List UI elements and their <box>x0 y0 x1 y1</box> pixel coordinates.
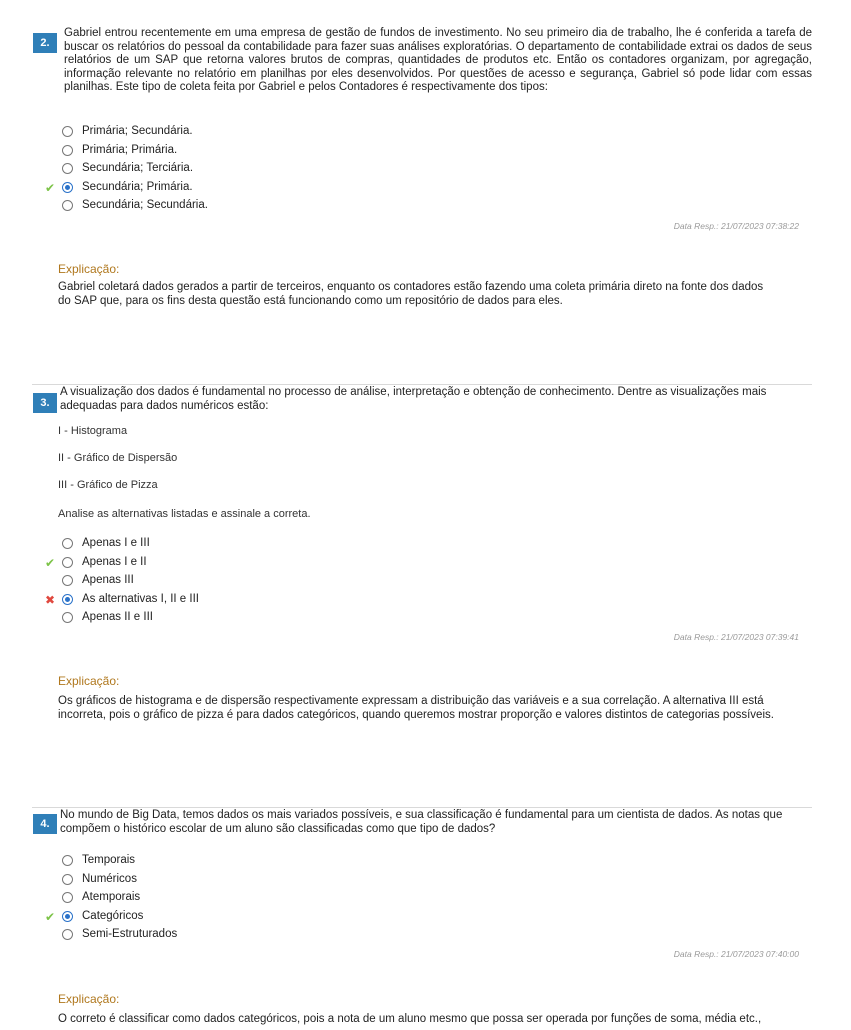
radio-button[interactable] <box>62 911 73 922</box>
option-label: Apenas I e II <box>82 555 147 568</box>
answer-option[interactable] <box>0 853 600 871</box>
radio-button[interactable] <box>62 855 73 866</box>
radio-button[interactable] <box>62 200 73 211</box>
answer-option[interactable] <box>0 872 600 890</box>
option-label: Numéricos <box>82 872 137 885</box>
radio-button[interactable] <box>62 538 73 549</box>
answer-date: Data Resp.: 21/07/2023 07:40:00 <box>673 949 799 959</box>
option-label: Atemporais <box>82 891 141 903</box>
question-instruction: Analise as alternativas listadas e assinale a correta. <box>58 508 311 520</box>
answer-option[interactable] <box>0 143 600 161</box>
option-label: Temporais <box>82 854 136 866</box>
explanation-text: Os gráficos de histograma e de dispersão respectivamente expressam a distribuição das variáveis e a sua correlação. A alternativa III está incorreta, pois o gráfico de pizza é para dados categóricos, quando queremos mostrar proporção e valores distintos de categorias possíveis. <box>58 695 774 721</box>
option-label: Primária; Secundária. <box>82 125 193 137</box>
check-icon: ✔ <box>44 180 56 195</box>
answer-option[interactable] <box>0 161 600 179</box>
answer-option[interactable] <box>0 180 600 198</box>
question-divider <box>32 807 812 808</box>
option-label: Secundária; Secundária. <box>82 199 208 211</box>
radio-button[interactable] <box>62 145 73 156</box>
question-stem: No mundo de Big Data, temos dados os mais variados possíveis, e sua classificação é fundamental para um cientista de dados. As notas que compõem o histórico escolar de um aluno são classificadas como que tipo de dados? <box>60 809 783 835</box>
answer-date: Data Resp.: 21/07/2023 07:39:41 <box>673 632 799 642</box>
question-stem: Gabriel entrou recentemente em uma empresa de gestão de fundos de investimento. No seu primeiro dia de trabalho, lhe é conferida a tarefa de buscar os relatórios do pessoal da contabilidade para fazer suas análises exploratórias. O departamento de contabilidade extrai os dados de seus relatórios de um SAP que retorna valores brutos de compras, quantidades de produtos etc. Então os contadores organizam, por agregação, informação relevante no relatório em planilhas por eles desenvolvidos. Por questões de acesso e segurança, Gabriel só pode lidar com essas planilhas. Este tipo de coleta feita por Gabriel e pelos Contadores é respectivamente dos tipos: <box>64 27 812 93</box>
option-label: Categóricos <box>82 909 144 922</box>
check-icon: ✔ <box>44 909 56 924</box>
answer-option[interactable] <box>0 536 600 554</box>
question-number: 2. <box>33 33 57 53</box>
radio-button[interactable] <box>62 575 73 586</box>
answer-date: Data Resp.: 21/07/2023 07:38:22 <box>673 221 799 231</box>
explanation-text: O correto é classificar como dados categóricos, pois a nota de um aluno mesmo que possa ser operada por funções de soma, média etc., <box>58 1013 762 1025</box>
option-label: As alternativas I, II e III <box>82 592 199 605</box>
explanation-text: Gabriel coletará dados gerados a partir de terceiros, enquanto os contadores estão fazendo uma coleta primária direto na fonte dos dados do SAP que, para os fins desta questão está funcionando como um repositório de dados para eles. <box>58 281 764 307</box>
answer-option[interactable] <box>0 610 600 628</box>
check-icon: ✔ <box>44 555 56 570</box>
radio-button[interactable] <box>62 874 73 885</box>
radio-button[interactable] <box>62 557 73 568</box>
option-label: Secundária; Primária. <box>82 180 193 193</box>
option-label: Apenas I e III <box>82 537 150 549</box>
radio-button[interactable] <box>62 594 73 605</box>
statement-item: III - Gráfico de Pizza <box>58 479 158 491</box>
statement-item: I - Histograma <box>58 425 128 437</box>
radio-button[interactable] <box>62 892 73 903</box>
radio-button[interactable] <box>62 182 73 193</box>
option-label: Semi-Estruturados <box>82 928 178 940</box>
option-label: Primária; Primária. <box>82 143 178 156</box>
explanation-title: Explicação: <box>58 674 120 688</box>
statement-item: II - Gráfico de Dispersão <box>58 452 178 464</box>
option-label: Apenas II e III <box>82 611 153 623</box>
radio-button[interactable] <box>62 612 73 623</box>
question-divider <box>32 384 812 385</box>
answer-option[interactable] <box>0 927 600 945</box>
explanation-title: Explicação: <box>58 992 120 1006</box>
question-number: 3. <box>33 393 57 413</box>
cross-icon: ✖ <box>44 592 56 607</box>
answer-option[interactable] <box>0 198 600 216</box>
answer-option[interactable] <box>0 124 600 142</box>
radio-button[interactable] <box>62 163 73 174</box>
answer-option[interactable] <box>0 555 600 573</box>
radio-button[interactable] <box>62 929 73 940</box>
answer-option[interactable] <box>0 592 600 610</box>
answer-option[interactable] <box>0 890 600 908</box>
question-stem: A visualização dos dados é fundamental no processo de análise, interpretação e obtenção de conhecimento. Dentre as visualizações mais adequadas para dados numéricos estão: <box>60 386 767 412</box>
answer-option[interactable] <box>0 909 600 927</box>
option-label: Apenas III <box>82 574 134 586</box>
explanation-title: Explicação: <box>58 262 120 276</box>
radio-button[interactable] <box>62 126 73 137</box>
option-label: Secundária; Terciária. <box>82 162 194 174</box>
answer-option[interactable] <box>0 573 600 591</box>
question-number: 4. <box>33 814 57 834</box>
